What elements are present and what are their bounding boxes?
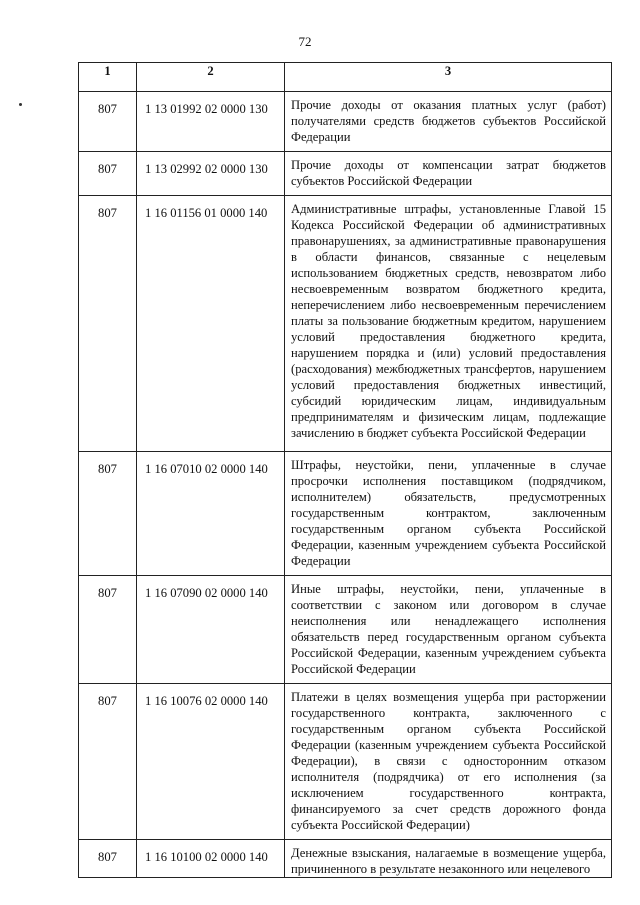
table-row [79, 152, 612, 196]
description-cell: Прочие доходы от компенсации затрат бюджетов субъектов Российской Федерации [285, 152, 612, 196]
admin-code-cell: 807 [79, 452, 137, 576]
table-row [79, 684, 612, 840]
budget-code-cell: 1 16 01156 01 0000 140 [137, 196, 285, 452]
description-cell: Прочие доходы от оказания платных услуг (работ) получателями средств бюджетов субъектов Российской Федерации [285, 92, 612, 152]
description-cell: Денежные взыскания, налагаемые в возмещение ущерба, причиненного в результате незаконного или нецелевого [285, 840, 612, 878]
header-col-1: 1 [79, 63, 137, 92]
table-row [79, 576, 612, 684]
header-col-2: 2 [137, 63, 285, 92]
budget-code-cell: 1 16 10100 02 0000 140 [137, 840, 285, 878]
scan-mark [19, 103, 22, 106]
admin-code-cell: 807 [79, 92, 137, 152]
admin-code-cell: 807 [79, 152, 137, 196]
table-row [79, 92, 612, 152]
description-cell: Штрафы, неустойки, пени, уплаченные в случае просрочки исполнения поставщиком (подрядчиком, исполнителем) обязательств, предусмотренных государственным контрактом, заключенным государственным органом субъекта Российской Федерации, казенным учреждением субъекта Российской Федерации [285, 452, 612, 576]
budget-code-cell: 1 13 01992 02 0000 130 [137, 92, 285, 152]
page-number: 72 [298, 34, 312, 49]
budget-code-cell: 1 13 02992 02 0000 130 [137, 152, 285, 196]
admin-code-cell: 807 [79, 196, 137, 452]
description-cell: Административные штрафы, установленные Главой 15 Кодекса Российской Федерации об административных правонарушениях, за административные правонарушения в области финансов, связанные с нецелевым использованием бюджетных средств, невозвратом либо несвоевременным возвратом бюджетного кредита, неперечислением либо несвоевременным перечислением платы за пользование бюджетным кредитом, нарушением условий предоставления бюджетного кредита, нарушением порядка и (или) условий предоставления (расходования) межбюджетных трансфертов, нарушением условий предоставления бюджетных инвестиций, субсидий юридическим лицам, индивидуальным предпринимателям и физическим лицам, подлежащие зачислению в бюджет субъекта Российской Федерации [285, 196, 612, 452]
table-row [79, 452, 612, 576]
budget-code-cell: 1 16 07090 02 0000 140 [137, 576, 285, 684]
budget-code-cell: 1 16 10076 02 0000 140 [137, 684, 285, 840]
admin-code-cell: 807 [79, 576, 137, 684]
table-row [79, 196, 612, 452]
header-row [79, 63, 612, 92]
description-cell: Платежи в целях возмещения ущерба при расторжении государственного контракта, заключенного с государственным органом субъекта Российской Федерации (казенным учреждением субъекта Российской Федерации), в связи с односторонним отказом исполнителя (подрядчика) от его исполнения (за исключением государственного контракта, финансируемого за счет средств дорожного фонда субъекта Российской Федерации) [285, 684, 612, 840]
table-row [79, 840, 612, 878]
admin-code-cell: 807 [79, 840, 137, 878]
header-col-3: 3 [285, 63, 612, 92]
revenue-codes-table [78, 62, 612, 878]
budget-code-cell: 1 16 07010 02 0000 140 [137, 452, 285, 576]
description-cell: Иные штрафы, неустойки, пени, уплаченные в соответствии с законом или договором в случае неисполнения или ненадлежащего исполнения обязательств перед государственным органом субъекта Российской Федерации, казенным учреждением субъекта Российской Федерации [285, 576, 612, 684]
admin-code-cell: 807 [79, 684, 137, 840]
